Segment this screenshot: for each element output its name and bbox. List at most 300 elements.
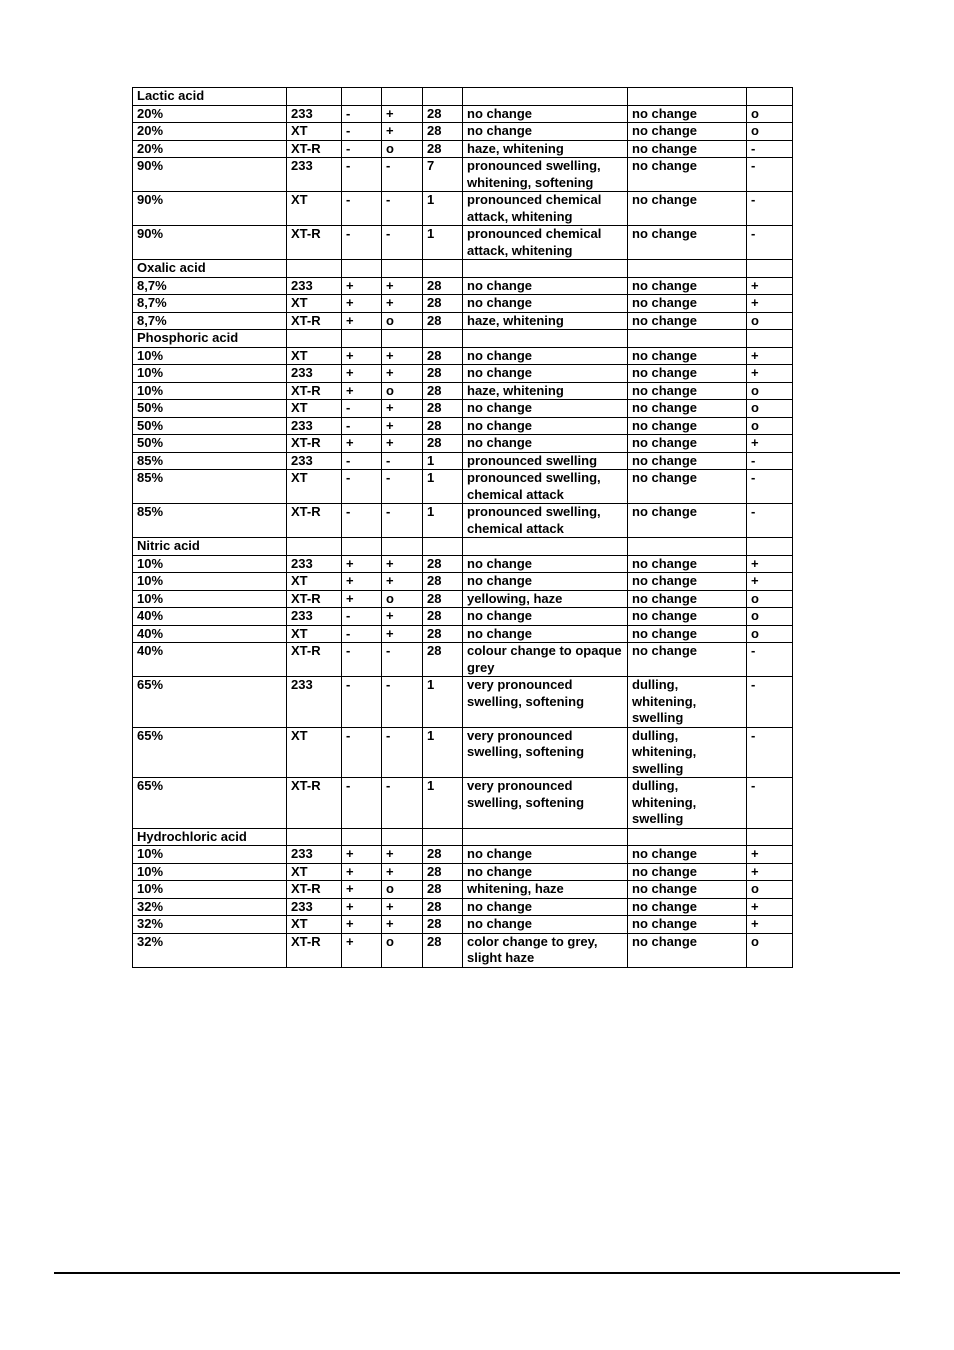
table-cell: 65% <box>133 778 287 829</box>
empty-cell <box>747 538 793 556</box>
table-cell: 28 <box>423 382 463 400</box>
chemical-resistance-table <box>132 87 793 968</box>
table-cell: 233 <box>287 417 342 435</box>
table-cell: 28 <box>423 846 463 864</box>
empty-cell <box>342 88 382 106</box>
table-cell: o <box>747 417 793 435</box>
table-cell: very pronounced swelling, softening <box>463 778 628 829</box>
table-cell: - <box>382 504 423 538</box>
table-cell: no change <box>463 123 628 141</box>
table-row <box>133 470 793 504</box>
table-cell: + <box>382 123 423 141</box>
table-cell: no change <box>628 382 747 400</box>
table-cell: no change <box>628 608 747 626</box>
table-cell: no change <box>628 140 747 158</box>
table-cell: XT-R <box>287 435 342 453</box>
table-cell: o <box>747 105 793 123</box>
table-cell: very pronounced swelling, softening <box>463 727 628 778</box>
table-cell: + <box>747 916 793 934</box>
table-cell: 28 <box>423 590 463 608</box>
table-cell: 28 <box>423 608 463 626</box>
table-cell: - <box>342 504 382 538</box>
table-cell: + <box>382 105 423 123</box>
table-cell: XT-R <box>287 643 342 677</box>
table-cell: + <box>747 365 793 383</box>
table-cell: 28 <box>423 881 463 899</box>
table-row <box>133 504 793 538</box>
section-title: Nitric acid <box>133 538 287 556</box>
table-cell: 233 <box>287 158 342 192</box>
table-cell: dulling, whitening, swelling <box>628 727 747 778</box>
table-cell: + <box>382 417 423 435</box>
empty-cell <box>382 330 423 348</box>
table-cell: - <box>382 192 423 226</box>
table-cell: + <box>342 590 382 608</box>
table-cell: 28 <box>423 277 463 295</box>
table-cell: + <box>747 863 793 881</box>
empty-cell <box>423 330 463 348</box>
table-row <box>133 863 793 881</box>
table-cell: - <box>342 140 382 158</box>
table-cell: o <box>382 881 423 899</box>
table-cell: 7 <box>423 158 463 192</box>
table-cell: no change <box>628 933 747 967</box>
empty-cell <box>342 330 382 348</box>
table-cell: + <box>342 382 382 400</box>
table-cell: 10% <box>133 846 287 864</box>
table-cell: + <box>747 555 793 573</box>
table-cell: 28 <box>423 555 463 573</box>
table-body <box>133 88 793 968</box>
table-cell: 28 <box>423 916 463 934</box>
table-cell: no change <box>628 573 747 591</box>
table-cell: - <box>342 643 382 677</box>
table-cell: 28 <box>423 933 463 967</box>
table-cell: - <box>747 470 793 504</box>
table-cell: + <box>342 295 382 313</box>
table-cell: + <box>382 400 423 418</box>
table-cell: no change <box>628 365 747 383</box>
empty-cell <box>628 88 747 106</box>
table-cell: no change <box>463 916 628 934</box>
table-cell: no change <box>463 365 628 383</box>
table-cell: + <box>342 347 382 365</box>
table-cell: no change <box>628 400 747 418</box>
table-cell: no change <box>628 226 747 260</box>
table-cell: pronounced swelling <box>463 452 628 470</box>
table-row <box>133 192 793 226</box>
table-cell: 40% <box>133 608 287 626</box>
table-cell: + <box>342 573 382 591</box>
table-cell: - <box>342 192 382 226</box>
empty-cell <box>423 828 463 846</box>
table-cell: o <box>747 382 793 400</box>
table-cell: + <box>382 435 423 453</box>
table-cell: 40% <box>133 625 287 643</box>
table-cell: 10% <box>133 347 287 365</box>
table-cell: + <box>382 608 423 626</box>
table-row <box>133 295 793 313</box>
table-row <box>133 898 793 916</box>
table-cell: - <box>342 608 382 626</box>
table-row <box>133 435 793 453</box>
table-cell: no change <box>463 625 628 643</box>
table-row <box>133 312 793 330</box>
table-cell: 10% <box>133 590 287 608</box>
table-cell: o <box>747 933 793 967</box>
table-cell: + <box>747 846 793 864</box>
table-cell: no change <box>463 347 628 365</box>
table-cell: no change <box>628 555 747 573</box>
table-cell: 28 <box>423 123 463 141</box>
table-row <box>133 916 793 934</box>
table-cell: o <box>382 382 423 400</box>
table-cell: yellowing, haze <box>463 590 628 608</box>
table-cell: very pronounced swelling, softening <box>463 677 628 728</box>
table-cell: + <box>342 365 382 383</box>
table-cell: color change to grey, slight haze <box>463 933 628 967</box>
table-cell: - <box>747 504 793 538</box>
table-cell: 1 <box>423 470 463 504</box>
table-cell: no change <box>463 608 628 626</box>
table-cell: 28 <box>423 643 463 677</box>
table-cell: + <box>342 863 382 881</box>
table-row <box>133 158 793 192</box>
table-cell: no change <box>463 898 628 916</box>
table-cell: no change <box>628 470 747 504</box>
table-cell: 233 <box>287 452 342 470</box>
table-cell: - <box>382 643 423 677</box>
empty-cell <box>628 330 747 348</box>
table-cell: no change <box>628 192 747 226</box>
section-header-row <box>133 330 793 348</box>
table-cell: + <box>382 863 423 881</box>
empty-cell <box>287 88 342 106</box>
empty-cell <box>342 828 382 846</box>
table-row <box>133 573 793 591</box>
table-cell: 10% <box>133 555 287 573</box>
empty-cell <box>287 330 342 348</box>
table-row <box>133 226 793 260</box>
table-cell: o <box>382 590 423 608</box>
table-cell: o <box>747 400 793 418</box>
table-cell: no change <box>628 846 747 864</box>
table-cell: + <box>747 573 793 591</box>
table-cell: XT-R <box>287 590 342 608</box>
table-cell: - <box>342 400 382 418</box>
table-cell: - <box>747 677 793 728</box>
table-cell: 1 <box>423 504 463 538</box>
empty-cell <box>747 88 793 106</box>
table-cell: no change <box>628 590 747 608</box>
table-cell: + <box>342 881 382 899</box>
table-cell: - <box>342 727 382 778</box>
table-cell: - <box>382 470 423 504</box>
empty-cell <box>747 260 793 278</box>
table-row <box>133 881 793 899</box>
table-cell: no change <box>463 863 628 881</box>
table-cell: + <box>382 573 423 591</box>
footer-rule <box>54 1272 900 1274</box>
table-cell: 1 <box>423 677 463 728</box>
table-cell: + <box>382 277 423 295</box>
table-cell: - <box>342 470 382 504</box>
table-cell: XT-R <box>287 504 342 538</box>
table-row <box>133 365 793 383</box>
table-cell: - <box>382 226 423 260</box>
table-row <box>133 778 793 829</box>
table-cell: + <box>747 277 793 295</box>
table-cell: - <box>747 643 793 677</box>
table-row <box>133 400 793 418</box>
table-cell: 28 <box>423 435 463 453</box>
empty-cell <box>463 88 628 106</box>
table-cell: - <box>747 226 793 260</box>
table-cell: 233 <box>287 898 342 916</box>
table-cell: + <box>382 898 423 916</box>
table-cell: 8,7% <box>133 312 287 330</box>
table-cell: no change <box>628 417 747 435</box>
table-cell: colour change to opaque grey <box>463 643 628 677</box>
section-header-row <box>133 828 793 846</box>
table-cell: 10% <box>133 863 287 881</box>
table-cell: dulling, whitening, swelling <box>628 778 747 829</box>
table-cell: - <box>342 778 382 829</box>
table-cell: 28 <box>423 625 463 643</box>
table-cell: 90% <box>133 192 287 226</box>
table-cell: no change <box>628 123 747 141</box>
empty-cell <box>382 538 423 556</box>
empty-cell <box>382 260 423 278</box>
table-cell: XT-R <box>287 881 342 899</box>
empty-cell <box>423 88 463 106</box>
table-cell: 20% <box>133 140 287 158</box>
table-cell: no change <box>628 295 747 313</box>
table-cell: 1 <box>423 226 463 260</box>
table-cell: 28 <box>423 417 463 435</box>
table-cell: - <box>342 226 382 260</box>
table-cell: 50% <box>133 400 287 418</box>
table-row <box>133 123 793 141</box>
table-cell: 65% <box>133 677 287 728</box>
table-cell: no change <box>628 898 747 916</box>
table-row <box>133 727 793 778</box>
table-cell: 28 <box>423 312 463 330</box>
table-cell: 10% <box>133 382 287 400</box>
table-cell: XT <box>287 727 342 778</box>
table-cell: o <box>382 140 423 158</box>
table-row <box>133 590 793 608</box>
table-cell: - <box>382 727 423 778</box>
table-cell: 85% <box>133 504 287 538</box>
table-cell: XT-R <box>287 226 342 260</box>
table-cell: 28 <box>423 295 463 313</box>
table-cell: 10% <box>133 365 287 383</box>
table-cell: no change <box>463 105 628 123</box>
table-cell: o <box>747 123 793 141</box>
table-cell: 1 <box>423 452 463 470</box>
table-cell: 20% <box>133 105 287 123</box>
table-row <box>133 555 793 573</box>
table-cell: 20% <box>133 123 287 141</box>
table-cell: XT <box>287 295 342 313</box>
empty-cell <box>382 88 423 106</box>
table-cell: 85% <box>133 452 287 470</box>
table-cell: 28 <box>423 573 463 591</box>
table-cell: 90% <box>133 226 287 260</box>
table-cell: o <box>747 312 793 330</box>
table-cell: o <box>382 312 423 330</box>
table-cell: - <box>342 123 382 141</box>
table-cell: - <box>342 677 382 728</box>
empty-cell <box>747 330 793 348</box>
table-cell: XT <box>287 400 342 418</box>
table-row <box>133 277 793 295</box>
table-cell: 1 <box>423 727 463 778</box>
section-title: Hydrochloric acid <box>133 828 287 846</box>
table-cell: + <box>342 898 382 916</box>
table-cell: pronounced swelling, chemical attack <box>463 470 628 504</box>
table-cell: 28 <box>423 365 463 383</box>
table-cell: + <box>747 898 793 916</box>
table-cell: o <box>382 933 423 967</box>
table-cell: o <box>747 881 793 899</box>
table-cell: + <box>382 555 423 573</box>
table-row <box>133 625 793 643</box>
table-cell: + <box>382 916 423 934</box>
table-cell: XT <box>287 347 342 365</box>
table-cell: 85% <box>133 470 287 504</box>
table-cell: 40% <box>133 643 287 677</box>
table-cell: no change <box>463 846 628 864</box>
empty-cell <box>628 538 747 556</box>
table-row <box>133 140 793 158</box>
section-header-row <box>133 538 793 556</box>
empty-cell <box>463 260 628 278</box>
table-cell: no change <box>628 625 747 643</box>
table-row <box>133 105 793 123</box>
table-cell: + <box>342 916 382 934</box>
empty-cell <box>628 828 747 846</box>
table-cell: 233 <box>287 846 342 864</box>
table-cell: XT <box>287 192 342 226</box>
table-cell: no change <box>463 435 628 453</box>
table-cell: + <box>342 555 382 573</box>
table-cell: + <box>342 277 382 295</box>
table-cell: o <box>747 608 793 626</box>
table-cell: - <box>342 452 382 470</box>
table-cell: + <box>342 933 382 967</box>
table-cell: 233 <box>287 277 342 295</box>
table-cell: 8,7% <box>133 277 287 295</box>
table-cell: + <box>382 365 423 383</box>
table-row <box>133 846 793 864</box>
table-cell: pronounced swelling, chemical attack <box>463 504 628 538</box>
table-cell: - <box>382 778 423 829</box>
table-cell: dulling, whitening, swelling <box>628 677 747 728</box>
table-cell: - <box>747 140 793 158</box>
table-cell: 28 <box>423 140 463 158</box>
table-cell: - <box>342 417 382 435</box>
table-cell: 32% <box>133 898 287 916</box>
table-cell: no change <box>628 105 747 123</box>
table-cell: + <box>342 846 382 864</box>
table-row <box>133 643 793 677</box>
table-cell: XT <box>287 625 342 643</box>
empty-cell <box>463 538 628 556</box>
empty-cell <box>628 260 747 278</box>
table-cell: 10% <box>133 881 287 899</box>
table-cell: no change <box>628 347 747 365</box>
table-cell: 50% <box>133 417 287 435</box>
table-cell: 90% <box>133 158 287 192</box>
table-cell: 50% <box>133 435 287 453</box>
table-cell: 233 <box>287 105 342 123</box>
table-cell: o <box>747 625 793 643</box>
table-cell: no change <box>628 504 747 538</box>
table-row <box>133 382 793 400</box>
table-cell: + <box>747 295 793 313</box>
table-cell: XT-R <box>287 933 342 967</box>
table-cell: + <box>747 347 793 365</box>
empty-cell <box>342 260 382 278</box>
table-cell: 10% <box>133 573 287 591</box>
table-cell: - <box>747 727 793 778</box>
table-cell: - <box>382 677 423 728</box>
table-cell: - <box>747 192 793 226</box>
table-cell: 28 <box>423 347 463 365</box>
table-cell: XT <box>287 916 342 934</box>
empty-cell <box>747 828 793 846</box>
empty-cell <box>463 330 628 348</box>
table-cell: 233 <box>287 555 342 573</box>
table-cell: 28 <box>423 898 463 916</box>
table-cell: + <box>342 435 382 453</box>
table-cell: 1 <box>423 778 463 829</box>
table-cell: - <box>342 158 382 192</box>
empty-cell <box>342 538 382 556</box>
table-cell: pronounced chemical attack, whitening <box>463 192 628 226</box>
table-cell: - <box>382 452 423 470</box>
table-cell: no change <box>628 643 747 677</box>
table-cell: + <box>382 625 423 643</box>
table-cell: no change <box>628 863 747 881</box>
empty-cell <box>287 538 342 556</box>
table-cell: 28 <box>423 863 463 881</box>
table-cell: 233 <box>287 608 342 626</box>
table-row <box>133 677 793 728</box>
table-row <box>133 417 793 435</box>
table-cell: XT-R <box>287 382 342 400</box>
table-cell: no change <box>628 158 747 192</box>
table-row <box>133 933 793 967</box>
table-cell: 8,7% <box>133 295 287 313</box>
table-cell: 28 <box>423 105 463 123</box>
table-cell: XT <box>287 573 342 591</box>
table-cell: XT <box>287 863 342 881</box>
table-cell: + <box>382 846 423 864</box>
table-cell: XT-R <box>287 778 342 829</box>
table-row <box>133 452 793 470</box>
table-cell: 65% <box>133 727 287 778</box>
table-cell: + <box>382 295 423 313</box>
section-title: Lactic acid <box>133 88 287 106</box>
table-cell: no change <box>628 881 747 899</box>
table-cell: 32% <box>133 916 287 934</box>
empty-cell <box>463 828 628 846</box>
table-cell: - <box>747 158 793 192</box>
table-cell: no change <box>463 277 628 295</box>
